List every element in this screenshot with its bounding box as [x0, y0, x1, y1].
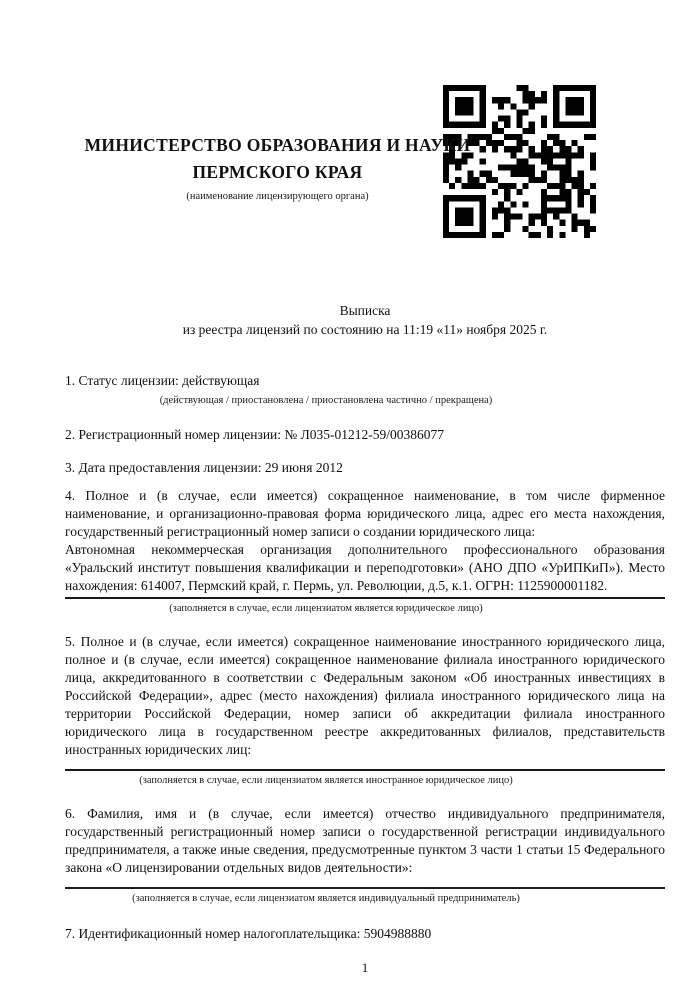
ministry-name-line1: МИНИСТЕРСТВО ОБРАЗОВАНИЯ И НАУКИ	[84, 135, 471, 155]
item-1-status-options-note: (действующая / приостановлена / приостановлена частично / прекращена)	[159, 395, 493, 406]
item-5-foreign-entity-label: 5. Полное и (в случае, если имеется) сокращенное наименование иностранного юридического лица, полное и (в случае, если имеется) сокращенное наименование филиала иностранного юридического лица, аккредитованного в соответствии с Федеральным законом «Об иностранных инвестициях в Российской Федерации», адрес (место нахождения) филиала иностранного юридического лица на территории Российской Федерации, номер записи об аккредитации филиала иностранного юридического лица в государственном реестре аккредитованных филиалов, представительств иностранных юридических лиц:	[65, 634, 665, 757]
item-6-rule	[65, 887, 665, 889]
title-line2: из реестра лицензий по состоянию на 11:19 «11» ноября 2025 г.	[182, 322, 548, 337]
authority-caption: (наименование лицензирующего органа)	[186, 191, 369, 202]
title-line1: Выписка	[339, 303, 391, 318]
item-6-entrepreneur-label: 6. Фамилия, имя и (в случае, если имеется) отчество индивидуального предпринимателя, государственный регистрационный номер записи о государственной регистрации индивидуального предпринимателя, а также иные сведения, предусмотренные пунктом 3 части 1 статьи 15 Федерального закона «О лицензировании отдельных видов деятельности»:	[65, 806, 665, 875]
item-2-registration-number: 2. Регистрационный номер лицензии: № Л035-01212-59/00386077	[65, 427, 445, 442]
item-5-caption: (заполняется в случае, если лицензиатом является иностранное юридическое лицо)	[139, 775, 513, 786]
licensing-authority-header	[65, 132, 490, 203]
item-4-legal-entity-label: 4. Полное и (в случае, если имеется) сокращенное наименование, в том числе фирменное наименование, и организационно-правовая форма юридического лица, адрес его места нахождения, государственный регистрационный номер записи о создании юридического лица:	[65, 488, 665, 539]
ministry-name-line2: ПЕРМСКОГО КРАЯ	[192, 162, 363, 182]
item-6-caption: (заполняется в случае, если лицензиатом является индивидуальный предприниматель)	[132, 893, 520, 904]
document-content	[65, 0, 665, 977]
item-7-taxpayer-number: 7. Идентификационный номер налогоплательщика: 5904988880	[65, 926, 432, 941]
page-number: 1	[361, 960, 369, 975]
item-3-license-date: 3. Дата предоставления лицензии: 29 июня 2012	[65, 460, 343, 475]
item-5-rule	[65, 769, 665, 771]
item-4-rule	[65, 597, 665, 599]
item-4-legal-entity-value: Автономная некоммерческая организация дополнительного профессионального образования «Уральский институт повышения квалификации и переподготовки» (АНО ДПО «УрИПКиП»). Место нахождения: 614007, Пермский край, г. Пермь, ул. Революции, д.5, к.1. ОГРН: 1125900001182.	[65, 542, 665, 593]
document-title	[65, 301, 665, 339]
item-1-license-status: 1. Статус лицензии: действующая	[65, 373, 260, 388]
item-4-caption: (заполняется в случае, если лицензиатом является юридическое лицо)	[169, 603, 483, 614]
